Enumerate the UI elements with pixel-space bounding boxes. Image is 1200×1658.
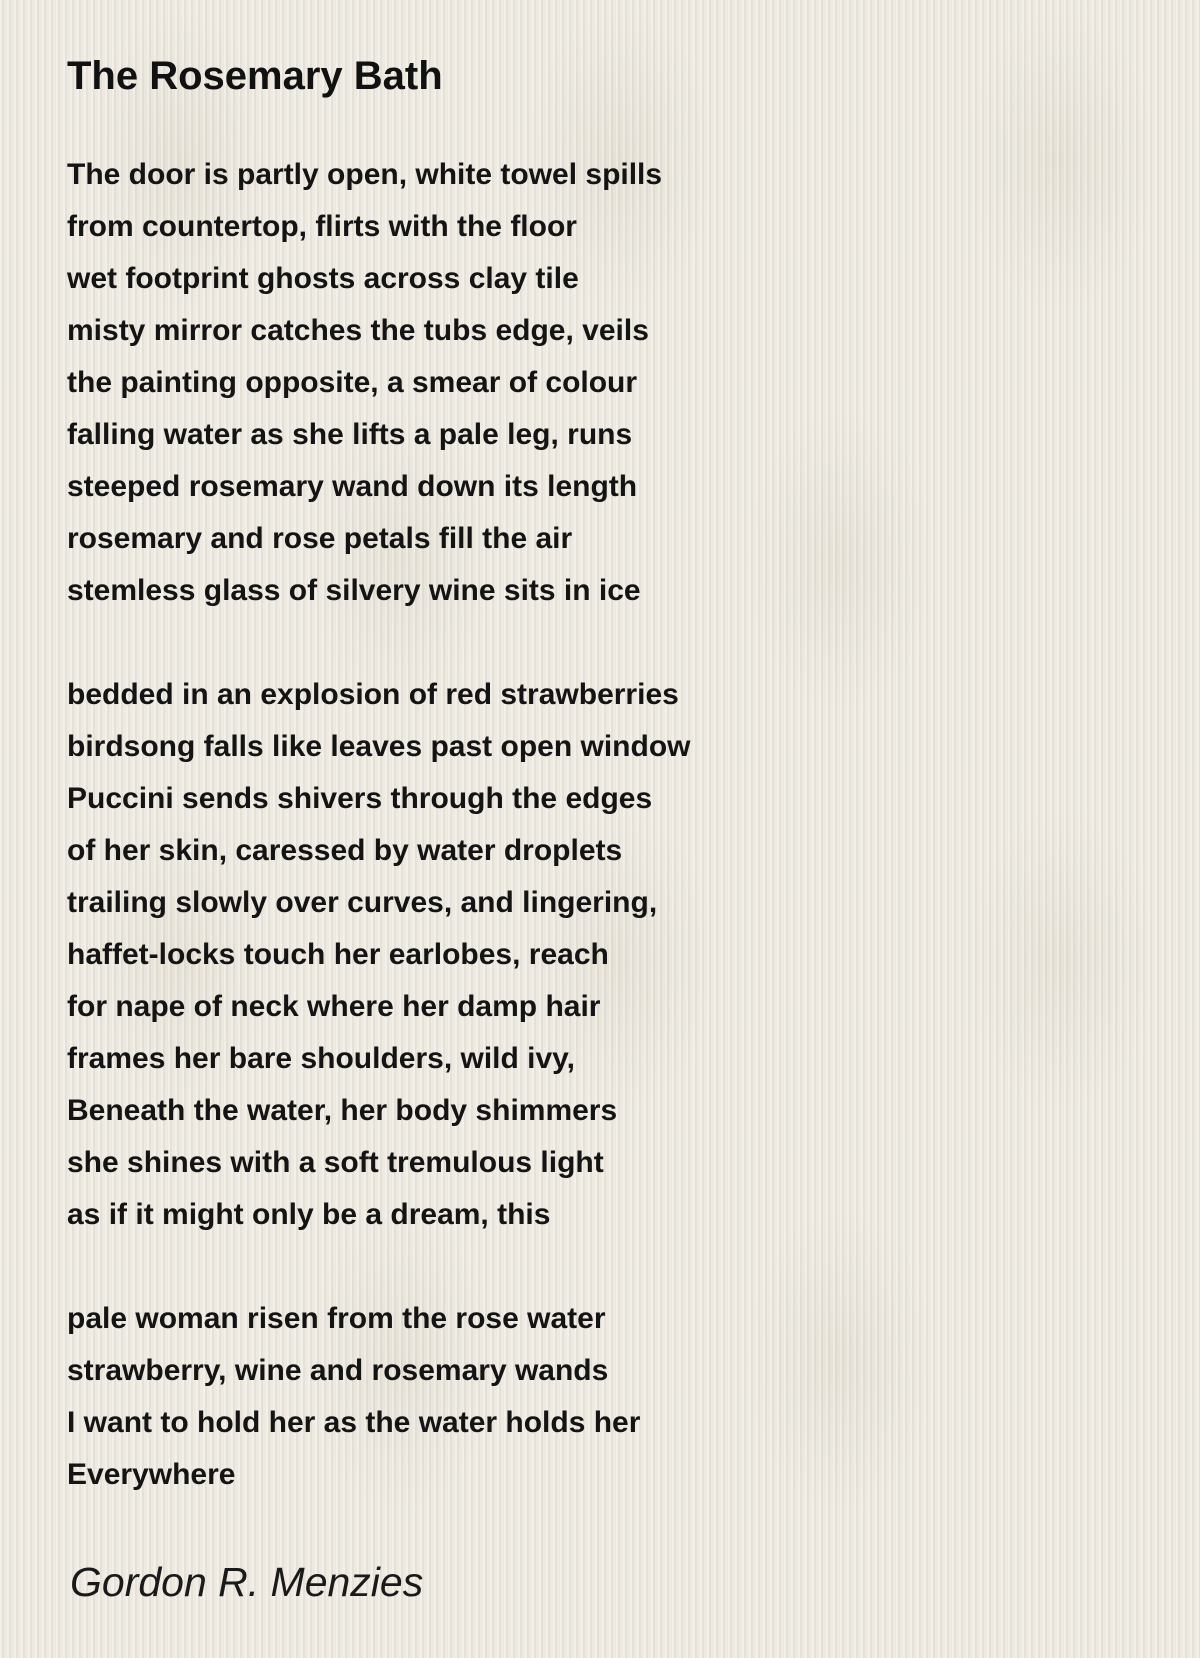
poem-line: Beneath the water, her body shimmers xyxy=(67,1094,618,1127)
poem-title: The Rosemary Bath xyxy=(67,54,443,98)
poem-line: rosemary and rose petals fill the air xyxy=(67,522,573,555)
poem-line: bedded in an explosion of red strawberries xyxy=(67,678,679,711)
poem-line: as if it might only be a dream, this xyxy=(67,1198,551,1231)
poem-body xyxy=(67,149,967,1501)
poem-stanza-2 xyxy=(67,669,967,1241)
poem-line: The door is partly open, white towel spills xyxy=(67,158,663,191)
poem-line: stemless glass of silvery wine sits in ice xyxy=(67,574,641,607)
poem-line: Puccini sends shivers through the edges xyxy=(67,782,653,815)
poem-line: trailing slowly over curves, and lingering, xyxy=(67,886,658,919)
poem-line: wet footprint ghosts across clay tile xyxy=(67,262,579,295)
poem-line: birdsong falls like leaves past open window xyxy=(67,730,691,763)
poem-line: of her skin, caressed by water droplets xyxy=(67,834,623,867)
poem-line: misty mirror catches the tubs edge, veils xyxy=(67,314,649,347)
poem-line: pale woman risen from the rose water xyxy=(67,1302,606,1335)
poem-stanza-3 xyxy=(67,1293,967,1501)
poem-line: steeped rosemary wand down its length xyxy=(67,470,638,503)
poem-line: for nape of neck where her damp hair xyxy=(67,990,601,1023)
poem-line: from countertop, flirts with the floor xyxy=(67,210,577,243)
poem-author: Gordon R. Menzies xyxy=(70,1559,424,1605)
poem-line: I want to hold her as the water holds her xyxy=(67,1406,641,1439)
poem-line: falling water as she lifts a pale leg, runs xyxy=(67,418,633,451)
poem-line: haffet-locks touch her earlobes, reach xyxy=(67,938,609,971)
poem-line: frames her bare shoulders, wild ivy, xyxy=(67,1042,575,1075)
poem-line: strawberry, wine and rosemary wands xyxy=(67,1354,609,1387)
poem-stanza-1 xyxy=(67,149,967,617)
poem-line: she shines with a soft tremulous light xyxy=(67,1146,604,1179)
poem-line: the painting opposite, a smear of colour xyxy=(67,366,638,399)
poem-line: Everywhere xyxy=(67,1458,236,1491)
